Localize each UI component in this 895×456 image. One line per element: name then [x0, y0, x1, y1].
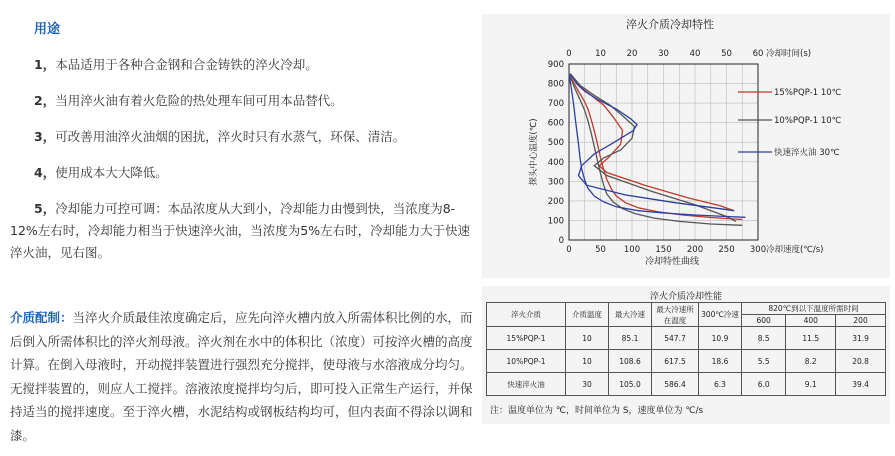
usage-item-2: [34, 90, 504, 112]
x-tick-label: 150: [655, 245, 672, 255]
x-axis-label: 冷却速度(℃/s): [766, 245, 824, 255]
usage-item-3-num: 3，: [34, 129, 56, 144]
usage-item-4-text: 使用成本大大降低。: [55, 165, 168, 180]
usage-item-5-num: 5，: [34, 201, 56, 216]
cell-t200: 31.9: [836, 327, 886, 350]
usage-item-1: [34, 54, 504, 76]
x2-tick-label: 20: [626, 49, 638, 59]
th-max-rate: 最大冷速: [609, 303, 652, 327]
performance-table-panel: [482, 286, 890, 424]
x2-tick-label: 60: [752, 49, 764, 59]
cell-temp: 10: [566, 350, 609, 373]
cell-max-rate-temp: 547.7: [652, 327, 699, 350]
usage-item-4: [34, 162, 504, 184]
th-time-group: 820℃到以下温度所需时间: [742, 303, 886, 315]
y-tick-label: 600: [547, 118, 564, 129]
cell-max-rate: 108.6: [609, 350, 652, 373]
legend-label-3: 快速淬火油 30℃: [774, 148, 840, 158]
cell-temp: 10: [566, 327, 609, 350]
y-tick-label: 0: [558, 236, 564, 246]
th-rate-300: 300℃冷速: [699, 303, 742, 327]
chart-subtitle: 冷却特性曲线: [644, 257, 700, 267]
y-tick-label: 100: [547, 216, 564, 227]
x2-tick-label: 30: [658, 49, 669, 59]
cell-rate-300: 10.9: [699, 327, 742, 350]
cell-temp: 30: [566, 373, 609, 396]
cell-t200: 39.4: [836, 373, 886, 396]
cell-t400: 9.1: [786, 373, 836, 396]
y-tick-label: 400: [547, 157, 564, 168]
legend-label-2: 10%PQP-1 10℃: [774, 116, 842, 126]
x-tick-label: 50: [595, 245, 606, 255]
cell-max-rate-temp: 586.4: [652, 373, 699, 396]
x-tick-label: 200: [686, 245, 704, 255]
table-note: 注：温度单位为 ℃，时间单位为 S，速度单位为 ℃/s: [490, 406, 704, 416]
x2-axis-label: 冷却时间(s): [766, 49, 812, 59]
cell-t600: 6.0: [742, 373, 786, 396]
table-row: [487, 373, 886, 396]
cell-medium: 10%PQP-1: [487, 350, 566, 373]
y-tick-label: 800: [547, 79, 564, 90]
usage-item-2-num: 2，: [34, 93, 56, 108]
x2-tick-label: 40: [689, 49, 701, 59]
table-title: 淬火介质冷却性能: [649, 292, 722, 302]
x-tick-label: 250: [718, 245, 735, 255]
y-tick-label: 200: [547, 196, 564, 207]
cell-t400: 11.5: [786, 327, 836, 350]
chart-title: 淬火介质冷却特性: [626, 18, 714, 31]
th-medium: 淬火介质: [487, 303, 566, 327]
cooling-chart-panel: [482, 14, 890, 278]
x2-tick-label: 0: [566, 49, 572, 59]
table-row: [487, 350, 886, 373]
th-t200: 200: [836, 315, 886, 327]
cooling-chart: [482, 14, 890, 278]
cell-t600: 5.5: [742, 350, 786, 373]
usage-item-3: [34, 126, 504, 148]
y-tick-label: 500: [547, 138, 564, 149]
usage-item-5-text: 冷却能力可控可调：本品浓度从大到小，冷却能力由慢到快，当浓度为8-12%左右时，冷却能力相当于快速淬火油，当浓度为5%左右时，冷却能力大于快速淬火油，见右图。: [10, 201, 471, 260]
usage-item-1-text: 本品适用于各种合金钢和合金铸铁的淬火冷却。: [55, 57, 318, 72]
y-tick-label: 700: [547, 99, 564, 110]
x-tick-label: 0: [566, 245, 572, 255]
cell-rate-300: 18.6: [699, 350, 742, 373]
y-tick-label: 300: [547, 177, 564, 188]
cell-t400: 8.2: [786, 350, 836, 373]
usage-item-3-text: 可改善用油淬火油烟的困扰，淬火时只有水蒸气，环保、清洁。: [55, 129, 406, 144]
cell-t600: 8.5: [742, 327, 786, 350]
usage-title: 用途: [34, 22, 61, 37]
y-tick-label: 900: [547, 60, 564, 70]
cell-t200: 20.8: [836, 350, 886, 373]
y-axis-label: 探头中心温度(℃): [529, 118, 539, 186]
table-row: [487, 327, 886, 350]
legend-label-1: 15%PQP-1 10℃: [774, 88, 842, 98]
x2-tick-label: 50: [721, 49, 732, 59]
preparation-text: 当淬火介质最佳浓度确定后，应先向淬火槽内放入所需体积比例的水，而后倒入所需体积比的淬火剂母液。淬火剂在水中的体积比（浓度）可按淬火槽的高度计算。在倒入母液时，开动搅拌装置进行强烈充分搅拌，使母液与水溶液成分均匀。无搅拌装置的，则应人工搅拌。溶液浓度搅拌均匀后，即可投入正常生产运行，并保持适当的搅拌速度。至于淬火槽，水泥结构或钢板结构均可，但内表面不得涂以调和漆。: [10, 310, 473, 443]
cell-max-rate: 85.1: [609, 327, 652, 350]
usage-item-2-text: 当用淬火油有着火危险的热处理车间可用本品替代。: [55, 93, 343, 108]
x-tick-label: 300: [749, 245, 767, 255]
th-t600: 600: [742, 315, 786, 327]
performance-table: [486, 302, 886, 396]
cell-rate-300: 6.3: [699, 373, 742, 396]
preparation-paragraph: [10, 306, 482, 447]
cell-max-rate-temp: 617.5: [652, 350, 699, 373]
usage-item-1-num: 1，: [34, 57, 56, 72]
th-max-rate-temp: 最大冷速所在温度: [652, 303, 699, 327]
usage-item-5: [10, 198, 480, 264]
th-t400: 400: [786, 315, 836, 327]
cell-medium: 15%PQP-1: [487, 327, 566, 350]
x2-tick-label: 10: [595, 49, 606, 59]
th-concentration: 介质温度: [566, 303, 609, 327]
x-tick-label: 100: [623, 245, 641, 255]
cell-medium: 快速淬火油: [487, 373, 566, 396]
preparation-label: 介质配制：: [10, 310, 73, 325]
cell-max-rate: 105.0: [609, 373, 652, 396]
usage-item-4-num: 4，: [34, 165, 56, 180]
